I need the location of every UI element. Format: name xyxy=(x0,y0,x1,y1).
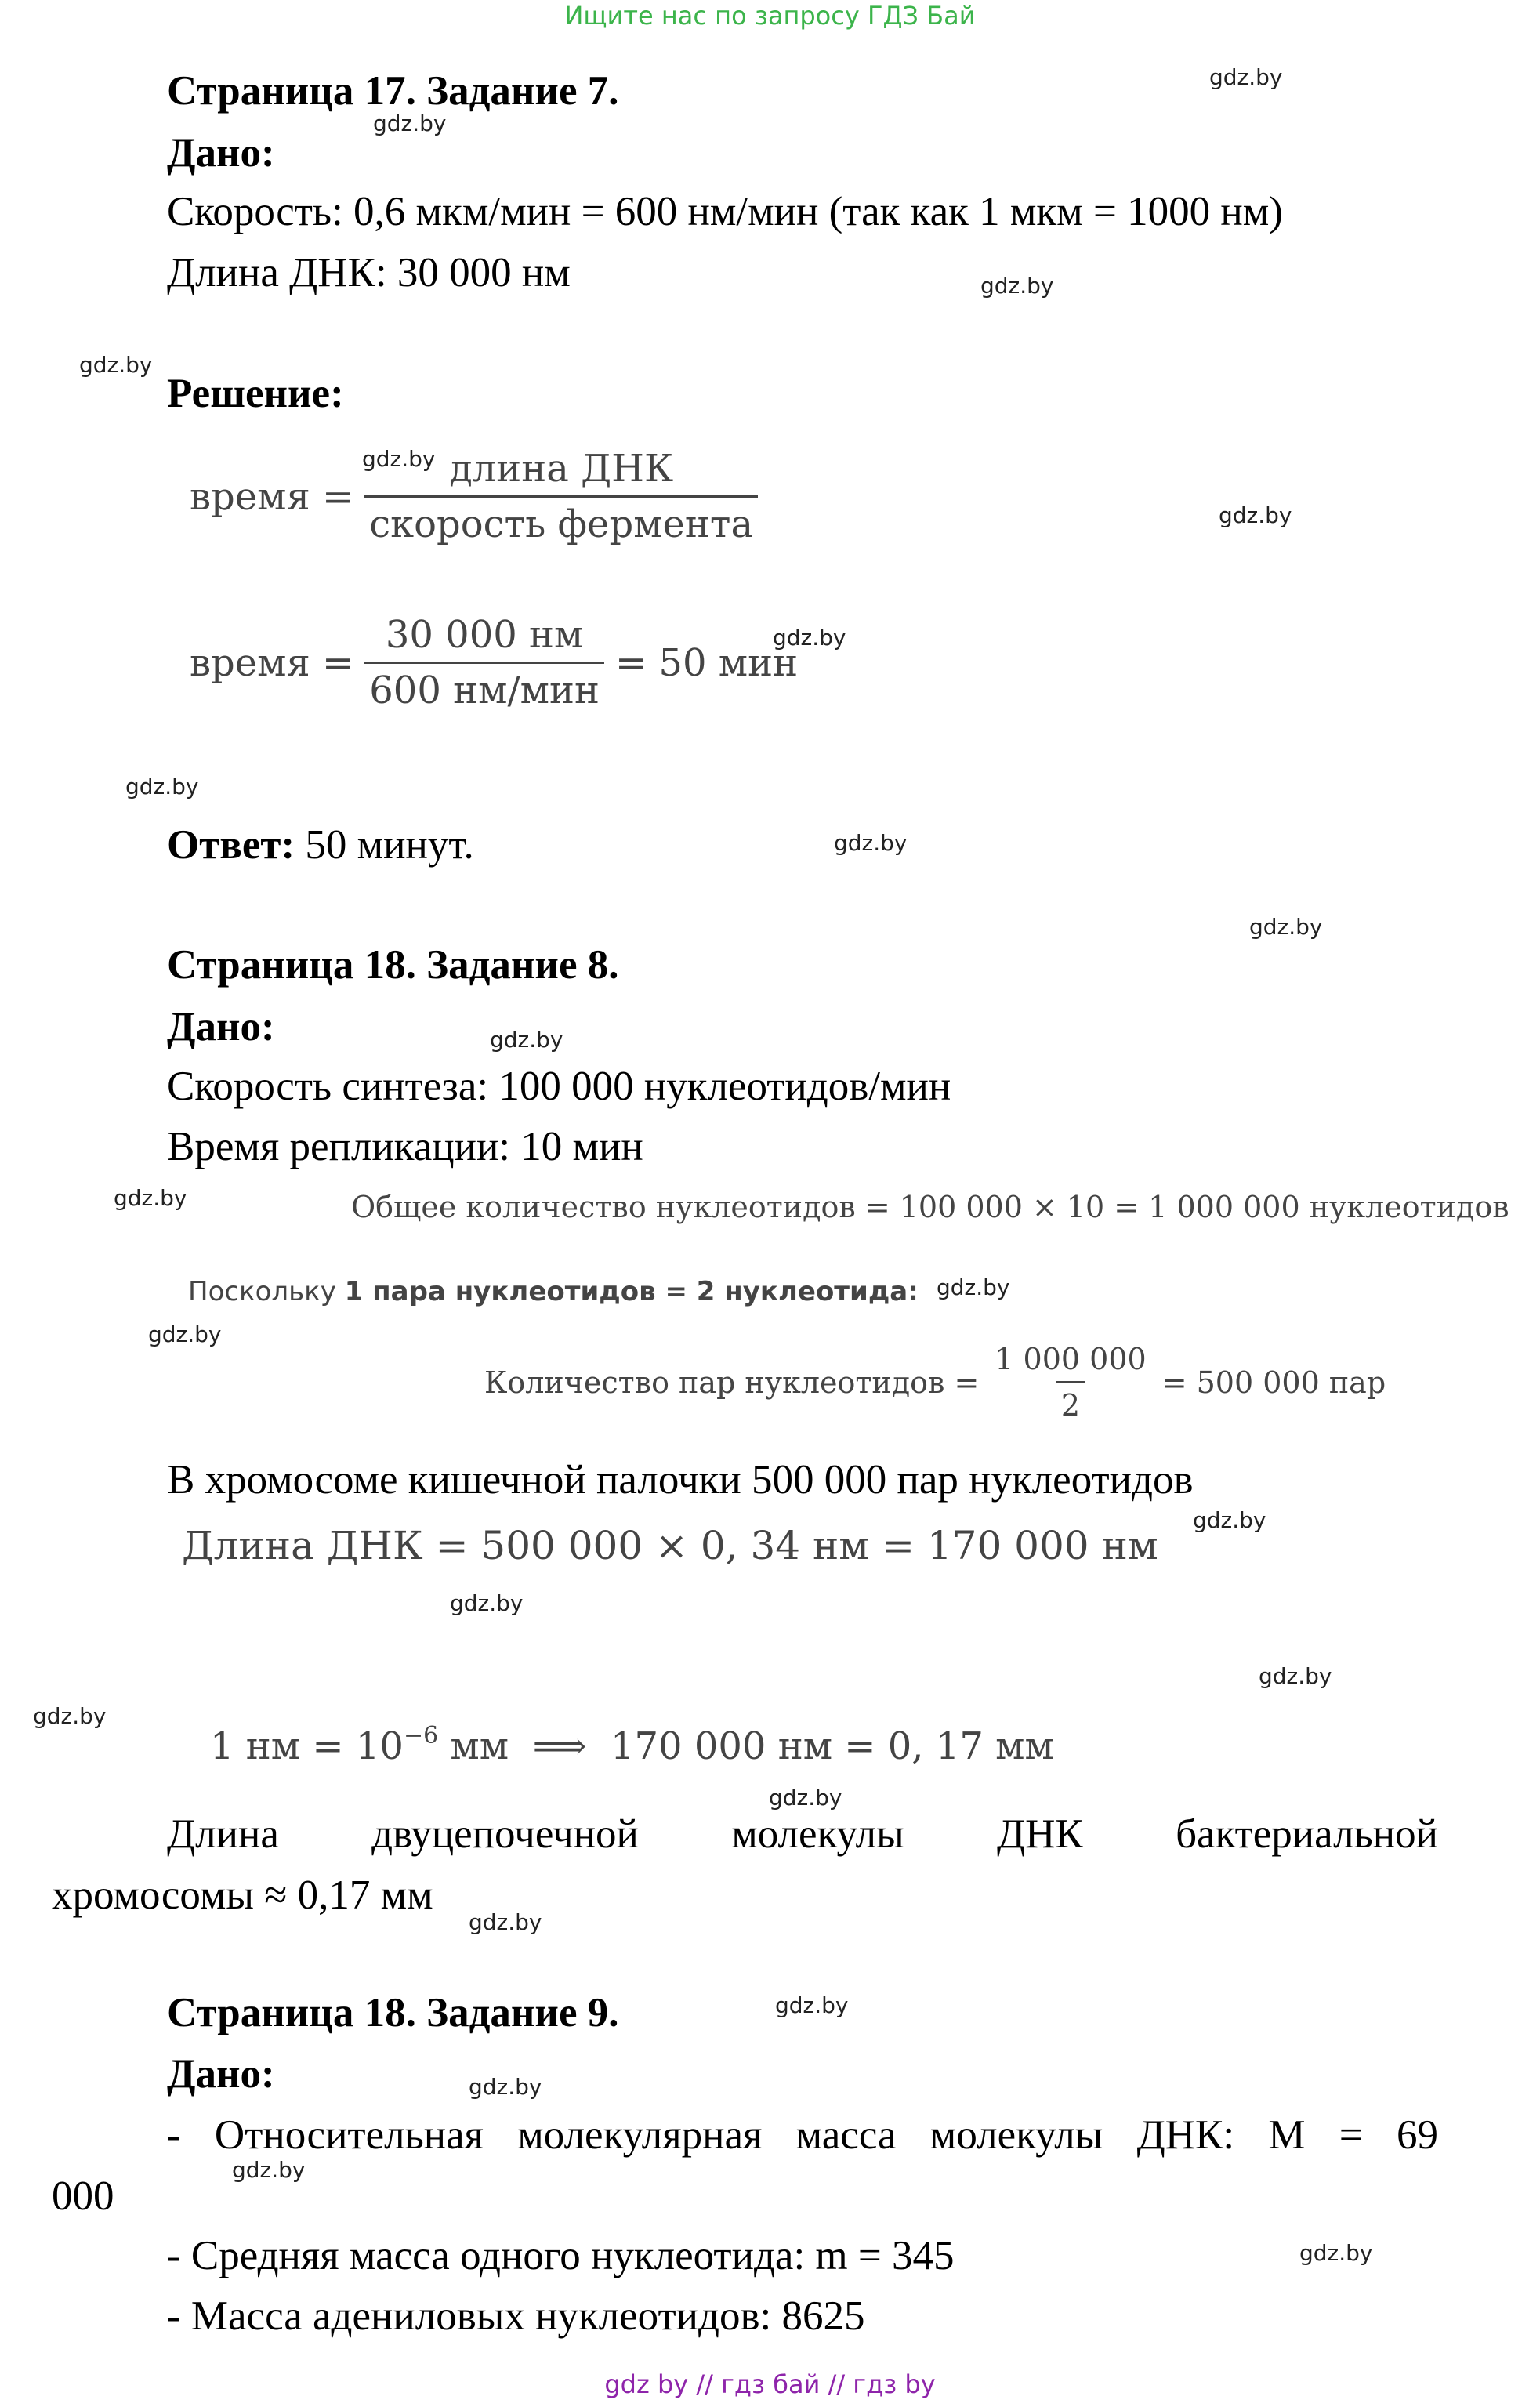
formula-fraction xyxy=(364,613,604,712)
word: молекулы xyxy=(731,1811,904,1857)
watermark: gdz.by xyxy=(490,1027,563,1053)
task9-line1-continuation: 000 xyxy=(52,2173,114,2219)
watermark: gdz.by xyxy=(79,352,153,378)
word: = xyxy=(1339,2112,1363,2158)
watermark: gdz.by xyxy=(775,1992,849,2018)
footer-separator: // xyxy=(828,2369,846,2399)
task9-given-label: Дано: xyxy=(167,2051,275,2097)
word: 69 xyxy=(1396,2112,1438,2158)
watermark: gdz.by xyxy=(469,2074,542,2100)
task9-title: Страница 18. Задание 9. xyxy=(167,1990,619,2035)
formula-lhs: Количество пар нуклеотидов = xyxy=(484,1365,980,1400)
since-text: Поскольку xyxy=(188,1276,345,1307)
formula-lhs: время = xyxy=(190,640,354,685)
watermark: gdz.by xyxy=(1299,2240,1373,2266)
task8-dna-length: Длина ДНК = 500 000 × 0, 34 нм = 170 000 нм xyxy=(182,1523,1158,1568)
watermark: gdz.by xyxy=(1219,502,1292,528)
word: М xyxy=(1268,2112,1306,2158)
word: двуцепочечной xyxy=(371,1811,639,1857)
conversion-b: мм ⟹ 170 000 нм = 0, 17 мм xyxy=(438,1724,1054,1768)
task8-speed: Скорость синтеза: 100 000 нуклеотидов/мин xyxy=(167,1064,951,1109)
task7-solution-label: Решение: xyxy=(167,371,344,416)
task7-given-label: Дано: xyxy=(167,130,275,176)
formula-fraction xyxy=(990,1342,1150,1423)
formula-result: = 500 000 пар xyxy=(1161,1365,1386,1400)
word: - xyxy=(167,2112,181,2158)
task7-speed: Скорость: 0,6 мкм/мин = 600 нм/мин (так как 1 мкм = 1000 нм) xyxy=(167,189,1283,234)
watermark: gdz.by xyxy=(773,625,846,651)
task8-given-label: Дано: xyxy=(167,1004,275,1049)
footer-part: гдз бай xyxy=(721,2369,821,2399)
formula-result: = 50 мин xyxy=(614,640,799,685)
formula-denominator: 600 нм/мин xyxy=(364,662,604,712)
footer-part: gdz by xyxy=(604,2369,689,2399)
task8-since-line xyxy=(188,1276,919,1307)
answer-label: Ответ: xyxy=(167,822,295,868)
top-banner xyxy=(0,0,1540,31)
footer-separator: // xyxy=(696,2369,713,2399)
watermark: gdz.by xyxy=(373,111,447,136)
watermark: gdz.by xyxy=(769,1785,842,1811)
word: молекулы xyxy=(929,2112,1103,2158)
formula-numerator: 1 000 000 xyxy=(995,1342,1147,1376)
task8-conversion xyxy=(210,1721,1054,1768)
banner-text: Ищите нас по запросу ГДЗ Бай xyxy=(564,1,976,31)
conversion-a: 1 нм = 10 xyxy=(210,1724,404,1768)
watermark: gdz.by xyxy=(834,830,908,856)
watermark: gdz.by xyxy=(450,1590,524,1616)
word: молекулярная xyxy=(517,2112,763,2158)
conversion-exponent: −6 xyxy=(403,1721,439,1749)
watermark: gdz.by xyxy=(469,1909,542,1935)
watermark: gdz.by xyxy=(980,273,1054,299)
watermark: gdz.by xyxy=(125,774,199,799)
formula-lhs: время = xyxy=(190,474,354,519)
task7-title: Страница 17. Задание 7. xyxy=(167,68,619,114)
word: Длина xyxy=(167,1811,279,1857)
task8-total-formula: Общее количество нуклеотидов = 100 000 × 10 = 1 000 000 нуклеотидов xyxy=(351,1190,1509,1224)
word: бактериальной xyxy=(1176,1811,1438,1857)
footer-part: гдз by xyxy=(853,2369,936,2399)
task7-formula-general xyxy=(190,447,769,546)
watermark: gdz.by xyxy=(1193,1507,1266,1533)
task7-length: Длина ДНК: 30 000 нм xyxy=(167,250,571,295)
formula-numerator: 30 000 нм xyxy=(385,613,584,657)
answer-value: 50 минут. xyxy=(295,822,474,868)
watermark: gdz.by xyxy=(232,2157,306,2183)
task8-time: Время репликации: 10 мин xyxy=(167,1124,643,1169)
task9-line1 xyxy=(167,2112,1438,2159)
task8-title: Страница 18. Задание 8. xyxy=(167,942,619,988)
word: Относительная xyxy=(214,2112,484,2158)
watermark: gdz.by xyxy=(114,1185,187,1211)
task9-line3: - Масса адениловых нуклеотидов: 8625 xyxy=(167,2293,865,2339)
bottom-footer xyxy=(0,2367,1540,2402)
formula-numerator: длина ДНК xyxy=(449,447,674,491)
task8-conclusion-line2: хромосомы ≈ 0,17 мм xyxy=(52,1872,433,1918)
watermark: gdz.by xyxy=(33,1703,107,1729)
watermark: gdz.by xyxy=(362,446,436,472)
formula-denominator: скорость фермента xyxy=(364,495,758,546)
task8-conclusion-line1 xyxy=(167,1811,1438,1858)
task8-pairs-formula xyxy=(484,1342,1386,1423)
task8-chromosome: В хромосоме кишечной палочки 500 000 пар нуклеотидов xyxy=(167,1457,1194,1503)
task7-answer xyxy=(167,821,474,868)
watermark: gdz.by xyxy=(937,1274,1010,1300)
watermark: gdz.by xyxy=(1259,1663,1332,1689)
task9-line2: - Средняя масса одного нуклеотида: m = 345 xyxy=(167,2233,955,2278)
watermark: gdz.by xyxy=(1249,914,1323,940)
watermark: gdz.by xyxy=(1209,64,1283,90)
watermark: gdz.by xyxy=(148,1321,222,1347)
word: ДНК: xyxy=(1136,2112,1235,2158)
task7-formula-calc xyxy=(190,613,798,712)
formula-denominator: 2 xyxy=(1056,1381,1085,1423)
word: ДНК xyxy=(997,1811,1083,1857)
since-bold: 1 пара нуклеотидов = 2 нуклеотида: xyxy=(344,1276,919,1307)
word: масса xyxy=(795,2112,897,2158)
